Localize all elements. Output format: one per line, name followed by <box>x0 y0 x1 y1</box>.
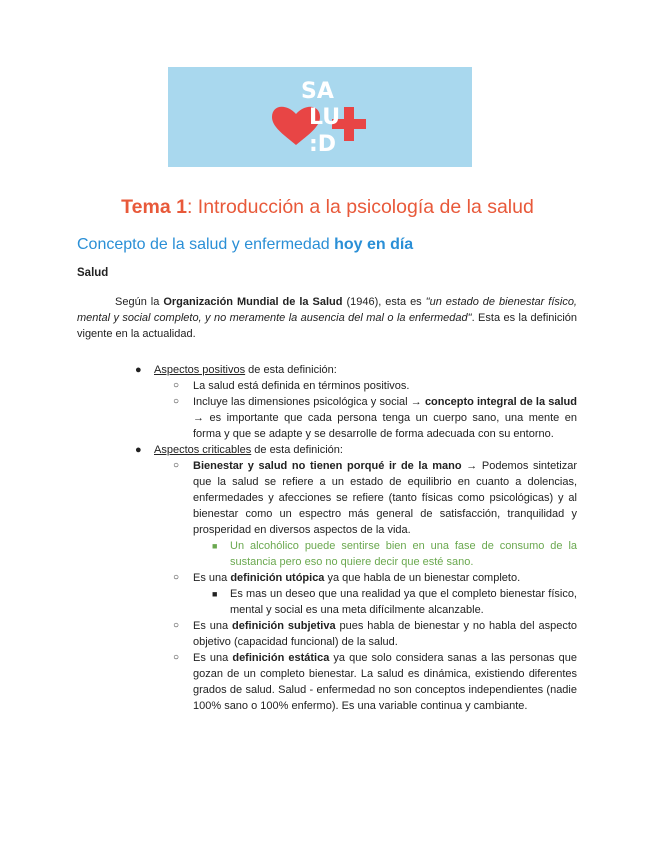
list-item: ○ Bienestar y salud no tienen porqué ir de la mano → Podemos sintetizar que la salud se refiere a un estado de equilibrio en cuanto a dolencias, enfermedades y afecciones se refiere (tanto físicas como psicológicas) y al bienestar como un espectro más general de satisfacción, tranquilidad y prosperidad en diversos aspectos de la vida. <box>173 460 577 536</box>
salud-logo <box>168 67 472 167</box>
list-item: ■ Un alcohólico puede sentirse bien en una fase de consumo de la sustancia pero eso no quiere decir que esté sano. <box>212 540 577 568</box>
document-body <box>77 294 577 714</box>
list-item: ○ La salud está definida en términos positivos. <box>173 380 410 392</box>
subtitle: Concepto de la salud y enfermedad hoy en día <box>77 236 414 253</box>
list-item: ● Aspectos criticables de esta definición: <box>135 444 343 456</box>
list-item: ■ Es mas un deseo que una realidad ya que el completo bienestar físico, mental y social es una meta difícilmente alcanzable. <box>212 588 577 616</box>
logo-line-2: LU <box>309 105 341 130</box>
bullet-list <box>77 362 577 714</box>
logo-line-3: :D <box>309 132 337 157</box>
list-item: ○ Es una definición utópica ya que habla de un bienestar completo. <box>173 572 521 584</box>
list-item: ○ Es una definición subjetiva pues habla de bienestar y no habla del aspecto objetivo (capacidad funcional) de la salud. <box>173 620 578 648</box>
list-item: ○ Incluye las dimensiones psicológica y social → concepto integral de la salud → es importante que cada persona tenga un cuerpo sano, una mente en forma y que se adapte y se desarrolle de forma adecuada con su entorno. <box>173 396 577 440</box>
list-item: ○ Es una definición estática ya que solo considera sanas a las personas que gozan de un completo bienestar. La salud es dinámica, existiendo diferentes grados de salud. Salud - enfermedad no son conceptos independientes (nadie 100% sano o 100% enfermo). Es una variable continua y cambiante. <box>173 652 577 712</box>
logo-line-1: SA <box>301 79 334 104</box>
page-title <box>0 196 655 219</box>
section-heading: Salud <box>77 267 109 279</box>
title-topic-name: : Introducción a la psicología de la salud <box>186 196 534 218</box>
header-banner <box>168 67 472 167</box>
list-item: ● Aspectos positivos de esta definición: <box>135 364 337 376</box>
intro-paragraph: Según la Organización Mundial de la Salud (1946), esta es "un estado de bienestar físico, mental y social completo, y no meramente la ausencia del mal o la enfermedad". Esta es la definición vigente en la actualidad. <box>77 296 577 340</box>
title-topic-number: Tema 1 <box>121 196 187 218</box>
